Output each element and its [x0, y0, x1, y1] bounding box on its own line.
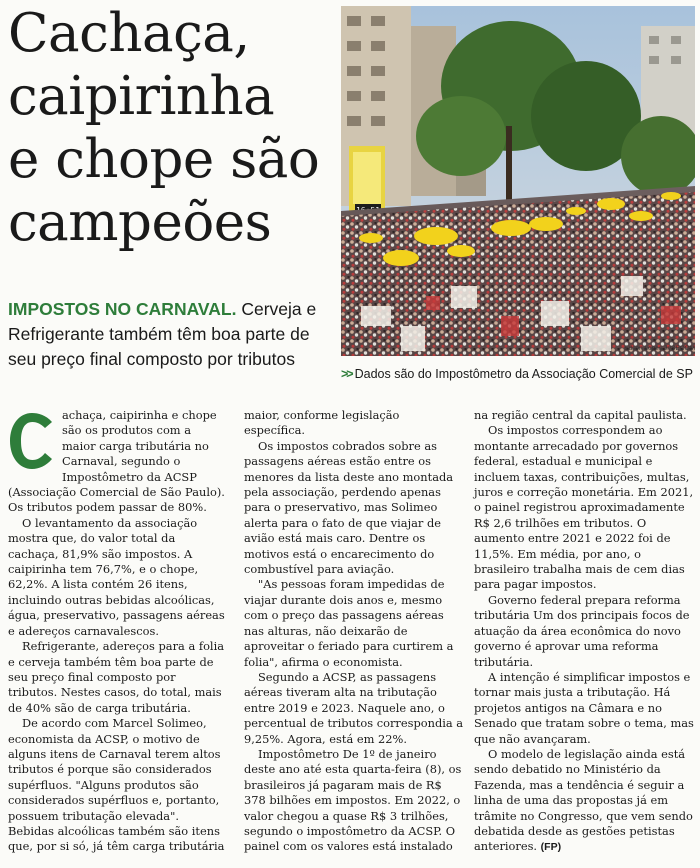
paragraph: Governo federal prepara reforma tributária Um dos principais focos de atuação da área econômica do novo governo é aprovar uma reforma tributária.	[474, 592, 690, 669]
paragraph: O levantamento da associação mostra que, do valor total da cachaça, 81,9% são impostos. A caipirinha tem 76,7%, e o chope, 62,2%. A lista contém 26 itens, incluindo outras bebidas alcoólicas, água, preservativo, passagens aéreas e adereços carnavalescos.	[8, 515, 225, 638]
headline-line: campeões	[8, 192, 272, 253]
paragraph: maior, conforme legislação específica.	[244, 408, 400, 438]
article-column-2	[244, 408, 464, 855]
headline-line: caipirinha	[8, 66, 275, 127]
paragraph: Os impostos correspondem ao montante arrecadado por governos federal, estadual e municipal e incluem taxas, contribuições, multas, juros e correção monetária. Em 2021, o painel registrou aproximadamente R$ 2,6 trilhões em tributos. O aumento entre 2021 e 2022 foi de 11,5%. Em média, por ano, o brasileiro trabalha mais de cem dias para pagar impostos.	[474, 423, 694, 592]
photo-credit: Edson Lopes Jr/SECOM	[624, 345, 695, 352]
article-column-3	[474, 408, 694, 856]
paragraph: A intenção é simplificar impostos e tornar mais justa a tributação. Há projetos antigos na Câmara e no Senado que tratam sobre o tema, mas que não avançaram.	[474, 669, 694, 746]
paragraph: Os impostos cobrados sobre as passagens aéreas estão entre os menores da lista deste ano montada pela associação, perdendo apenas para o preservativo, mas Solimeo alerta para o fato de que viajar de avião está mais caro. Dentre os motivos está o encarecimento do combustível para aviação.	[244, 438, 454, 577]
deck-kicker: IMPOSTOS NO CARNAVAL.	[8, 299, 237, 319]
paragraph-text: O modelo de legislação ainda está sendo debatido no Ministério da Fazenda, mas a tendência é seguir a linha de uma das propostas já em trâmite no Congresso, que vem sendo debatida desde as gestões petistas anteriores.	[474, 746, 693, 854]
caption-arrows-icon: >>	[341, 367, 352, 381]
paragraph: Segundo a ACSP, as passagens aéreas tiveram alta na tributação entre 2019 e 2023. Naquele ano, o percentual de tributos correspondia a 9,25%. Agora, está em 22%.	[244, 669, 464, 746]
author-signature: (FP)	[540, 841, 562, 854]
paragraph: "As pessoas foram impedidas de viajar durante dois anos e, mesmo com o preço das passagens aéreas nas alturas, não deixarão de aproveitar o feriado para curtirem a folia", afirma o economista.	[244, 577, 454, 669]
paragraph: Impostômetro De 1º de janeiro deste ano até esta quarta-feira (8), os brasileiros já pagaram mais de R$ 378 bilhões em impostos. Em 2022, o valor chegou a quase R$ 3 trilhões, segundo o impostômetro da ACSP. O painel com os valores está instalado	[244, 746, 462, 854]
carnival-crowd-photo	[341, 6, 695, 356]
drop-cap-c	[8, 412, 56, 470]
caption-text: Dados são do Impostômetro da Associação Comercial de SP	[354, 367, 693, 381]
photo-caption	[341, 367, 695, 381]
deck-text: Cerveja e Refrigerante também têm boa parte de seu preço final composto por tributos	[8, 299, 317, 369]
deck	[8, 297, 333, 372]
paragraph: achaça, caipirinha e chope são os produtos com a maior carga tributária no Carnaval, segundo o Impostômetro da ACSP (Associação Comercial de São Paulo). Os tributos podem passar de 80%.	[8, 408, 225, 515]
headline-line: e chope são	[8, 129, 320, 190]
headline-line: Cachaça,	[8, 3, 250, 64]
paragraph: De acordo com Marcel Solimeo, economista da ACSP, o motivo de alguns itens de Carnaval terem altos tributos é porque são considerados supérfluos. "Alguns produtos são considerados supérfluos e, portanto, possuem tributação elevada". Bebidas alcoólicas também são itens que, por si só, já têm carga tributária	[8, 716, 225, 854]
headline	[8, 2, 333, 254]
paragraph: Refrigerante, adereços para a folia e cerveja também têm boa parte de seu preço final composto por tributos. Nestes casos, do total, mais de 40% são de carga tributária.	[8, 639, 225, 715]
paragraph: na região central da capital paulista.	[474, 408, 687, 422]
article-column-1	[8, 408, 228, 855]
paragraph	[474, 747, 694, 856]
